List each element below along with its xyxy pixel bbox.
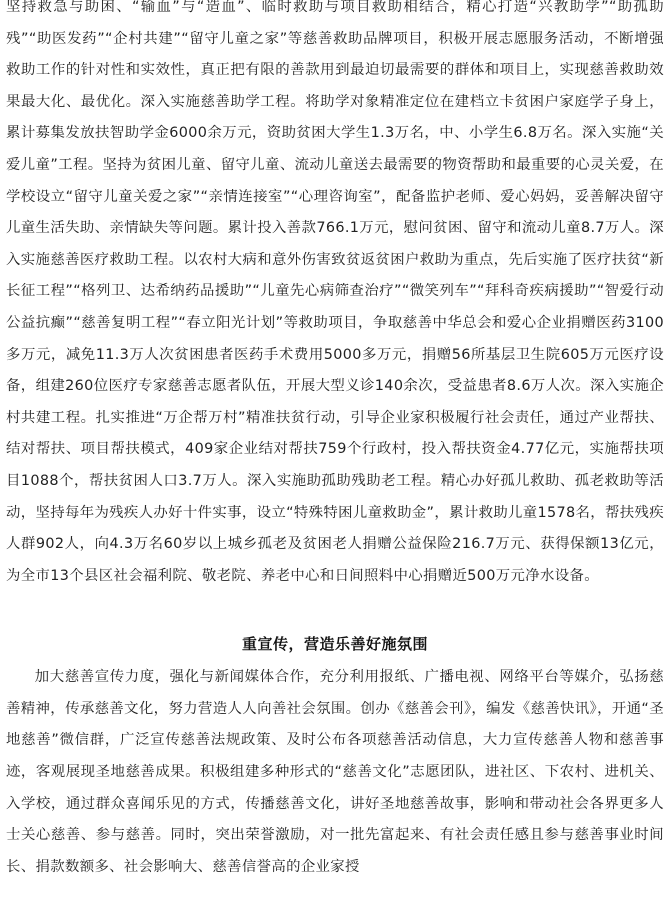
article-page (6, 0, 664, 918)
body-paragraph-publicity: 加大慈善宣传力度，强化与新闻媒体合作，充分利用报纸、广播电视、网络平台等媒介，弘扬慈善精神，传承慈善文化，努力营造人人向善社会氛围。创办《慈善会刊》，编发《慈善快讯》，开通“圣地慈善”微信群，广泛宣传慈善法规政策、及时公布各项慈善活动信息，大力宣传慈善人物和慈善事迹，客观展现圣地慈善成果。积极组建多种形式的“慈善文化”志愿团队，进社区、下农村、进机关、入学校，通过群众喜闻乐见的方式，传播慈善文化，讲好圣地慈善故事，影响和带动社会各界更多人士关心慈善、参与慈善。同时，突出荣誉激励，对一批先富起来、有社会责任感且参与慈善事业时间长、捐款数额多、社会影响大、慈善信誉高的企业家授 (6, 669, 664, 875)
section-heading-publicity: 重宣传，营造乐善好施氛围 (241, 635, 428, 654)
body-paragraph-charity-projects: 坚持救急与助困、“输血”与“造血”、临时救助与项目救助相结合，精心打造“兴教助学”“助孤助残”“助医发药”“企村共建”“留守儿童之家”等慈善救助品牌项目，积极开展志愿服务活动，不断增强救助工作的针对性和实效性，真正把有限的善款用到最迫切最需要的群体和项目上，实现慈善救助效果最大化、最优化。深入实施慈善助学工程。将助学对象精准定位在建档立卡贫困户家庭学子身上，累计募集发放扶智助学金6000余万元，资助贫困大学生1.3万名，中、小学生6.8万名。深入实施“关爱儿童”工程。坚持为贫困儿童、留守儿童、流动儿童送去最需要的物资帮助和最重要的心灵关爱，在学校设立“留守儿童关爱之家”“亲情连接室”“心理咨询室”，配备监护老师、爱心妈妈，妥善解决留守儿童生活失助、亲情缺失等问题。累计投入善款766.1万元，慰问贫困、留守和流动儿童8.7万人。深入实施慈善医疗救助工程。以农村大病和意外伤害致贫返贫困户救助为重点，先后实施了医疗扶贫“新长征工程”“格列卫、达希纳药品援助”“儿童先心病筛查治疗”“微笑列车”“拜科奇疾病援助”“智爱行动公益抗癫”“慈善复明工程”“春立阳光计划”等救助项目，争取慈善中华总会和爱心企业捐赠医药3100多万元，减免11.3万人次贫困患者医药手术费用5000多万元，捐赠56所基层卫生院605万元医疗设备，组建260位医疗专家慈善志愿者队伍，开展大型义诊140余次，受益患者8.6万人次。深入实施企村共建工程。扎实推进“万企帮万村”精准扶贫行动，引导企业家积极履行社会责任，通过产业帮扶、结对帮扶、项目帮扶模式，409家企业结对帮扶759个行政村，投入帮扶资金4.77亿元，实施帮扶项目1088个，帮扶贫困人口3.7万人。深入实施助孤助残助老工程。精心办好孤儿救助、孤老救助等活动，坚持每年为残疾人办好十件实事，设立“特殊特困儿童救助金”，累计救助儿童1578名，帮扶残疾人群902人，向4.3万名60岁以上城乡孤老及贫困老人捐赠公益保险216.7万元、获得保额13亿元，为全市13个县区社会福利院、敬老院、养老中心和日间照料中心捐赠近500万元净水设备。 (6, 0, 664, 584)
